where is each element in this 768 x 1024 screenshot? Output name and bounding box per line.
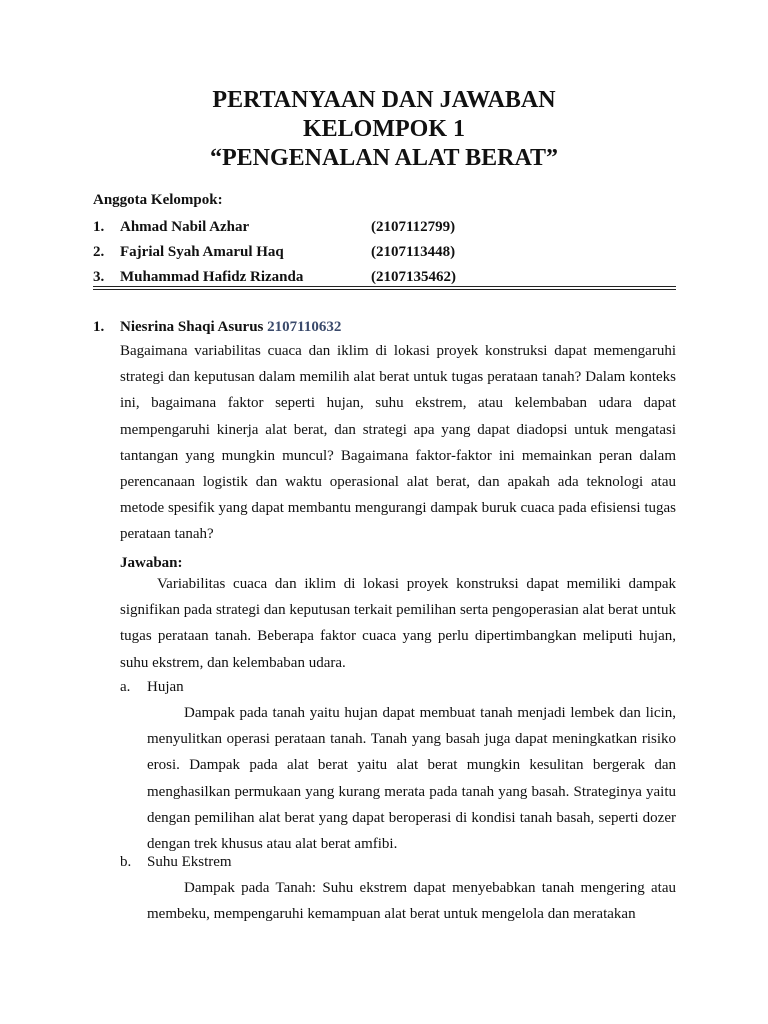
member-number: 1. [93, 219, 105, 235]
question-asker-nim: 2107110632 [267, 319, 342, 335]
member-row [93, 240, 676, 264]
question-number: 1. [93, 319, 105, 335]
members-heading: Anggota Kelompok: [93, 192, 223, 208]
subpoint-label: Hujan [147, 679, 184, 695]
subpoint-body: Dampak pada Tanah: Suhu ekstrem dapat menyebabkan tanah mengering atau membeku, mempengaruhi kemampuan alat berat untuk mengelola dan meratakan [147, 880, 676, 923]
double-rule-divider [93, 286, 676, 290]
subpoint-letter: b. [120, 854, 132, 870]
title-line-1: PERTANYAAN DAN JAWABAN [212, 87, 556, 113]
member-name: Muhammad Hafidz Rizanda [120, 269, 304, 285]
subpoint-body: Dampak pada tanah yaitu hujan dapat membuat tanah menjadi lembek dan licin, menyulitkan operasi perataan tanah. Tanah yang basah juga dapat meningkatkan risiko erosi. Dampak pada alat berat yaitu alat berat mungkin kesulitan bergerak dan menghasilkan permukaan yang kurang merata pada tanah yang basah. Strateginya yaitu dengan pemilihan alat berat yang dapat beroperasi di kondisi tanah basah, seperti dozer dengan trek khusus atau alat berat amfibi. [147, 705, 676, 853]
title-line-2: KELOMPOK 1 [303, 116, 465, 142]
question-asker-line [120, 315, 341, 339]
subpoint-label: Suhu Ekstrem [147, 854, 232, 870]
member-number: 2. [93, 244, 105, 260]
member-row [93, 215, 676, 239]
member-nim: (2107113448) [371, 244, 456, 260]
answer-label: Jawaban: [120, 555, 183, 571]
subpoint-heading [120, 675, 420, 699]
member-number: 3. [93, 269, 105, 285]
subpoint-letter: a. [120, 679, 131, 695]
member-name: Ahmad Nabil Azhar [120, 219, 250, 235]
member-nim: (2107135462) [371, 269, 456, 285]
member-nim: (2107112799) [371, 219, 456, 235]
answer-intro: Variabilitas cuaca dan iklim di lokasi proyek konstruksi dapat memiliki dampak signifikan pada strategi dan keputusan terkait pemilihan serta pengoperasian alat berat untuk tugas perataan tanah. Beberapa faktor cuaca yang perlu dipertimbangkan meliputi hujan, suhu ekstrem, dan kelembaban udara. [120, 576, 676, 671]
member-name: Fajrial Syah Amarul Haq [120, 244, 284, 260]
title-line-3: “PENGENALAN ALAT BERAT” [209, 145, 559, 171]
subpoint-heading [120, 850, 420, 874]
question-text: Bagaimana variabilitas cuaca dan iklim di lokasi proyek konstruksi dapat memengaruhi strategi dan keputusan dalam memilih alat berat untuk tugas perataan tanah? Dalam konteks ini, bagaimana faktor seperti hujan, suhu ekstrem, atau kelembaban udara dapat mempengaruhi kinerja alat berat, dan strategi apa yang dapat diadopsi untuk mengatasi tantangan yang mungkin muncul? Bagaimana faktor-faktor ini memainkan peran dalam perencanaan logistik dan waktu operasional alat berat, dan apakah ada teknologi atau metode spesifik yang dapat membantu mengurangi dampak buruk cuaca pada efisiensi tugas perataan tanah? [120, 343, 676, 543]
document-title [0, 86, 768, 173]
question-asker-name: Niesrina Shaqi Asurus [120, 319, 264, 335]
